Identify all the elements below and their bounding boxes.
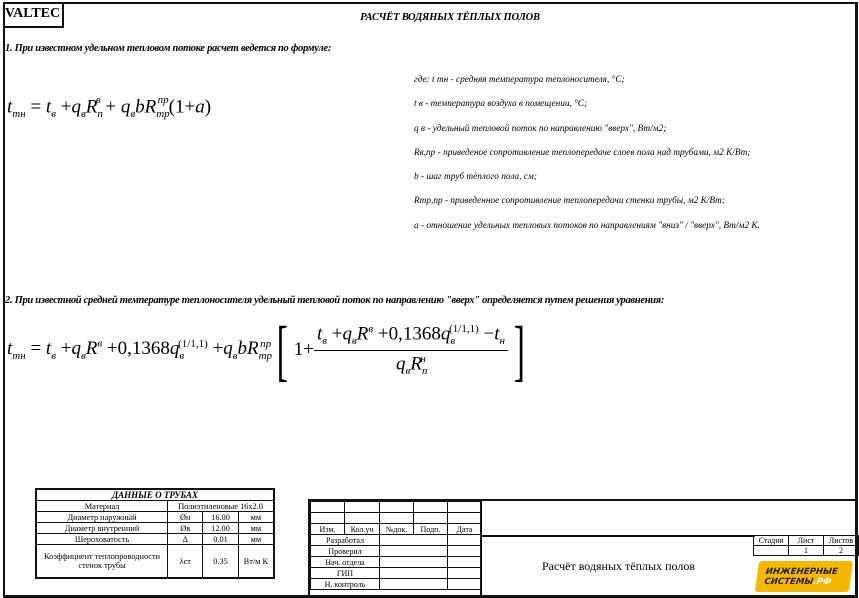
col-date: Дата (448, 524, 482, 535)
stamp-title: Расчёт водяных тёплых полов (480, 535, 755, 595)
role-nach-otdela: Нач. отдела (311, 557, 380, 568)
formula-2: $t_{тн} = t_в +q_вR^в +0,1368q_в^{(1/1,1)} +q_вbR_{тр}^{пр}$[ 1+ $\frac{t_в +q_вR^в +0,1368q_в^{(1/1,1)} -t_н}{q_вR_п^н}$ ] (7, 312, 525, 388)
legend-line: t в - температура воздуха в помещении, °С; (414, 99, 588, 110)
table-row: Коэффициент теплопроводности стенок трубы λст 0.35 Вт/м К (36, 545, 274, 579)
role-n-kontrol: Н. контроль (311, 579, 380, 590)
stage-label: Стадия (754, 536, 789, 546)
material-label: Материал (36, 501, 168, 512)
table-row: Диаметр наружный Øн 16.00 мм (36, 512, 274, 523)
legend-line: q в - удельный тепловой поток по направлению "вверх", Вт/м2; (414, 123, 667, 134)
table-row: Диаметр внутренний Øв 12.00 мм (36, 523, 274, 534)
pipe-table-title: ДАННЫЕ О ТРУБАХ (36, 489, 274, 501)
legend-line: а - отношение удельных тепловых потоков по направлениям "вниз" / "вверх", Вт/м2 К. (414, 220, 760, 231)
coef: 0,1368 (117, 338, 170, 360)
role-gip: ГИП (311, 568, 380, 579)
material-value: Полиэтиленовые 16х2.0 (168, 501, 274, 512)
sheet-label: Лист (789, 536, 824, 546)
col-izm: Изм. (311, 524, 345, 535)
col-kol: Кол.уч (345, 524, 380, 535)
revision-grid (310, 501, 482, 590)
exponent-2: (1/1,1) (449, 323, 479, 336)
role-razrabotal: Разработал (311, 535, 380, 546)
sheet-number: 1 (789, 546, 824, 556)
exponent: (1/1,1) (178, 337, 208, 350)
sheet-info (753, 535, 859, 556)
document-title: РАСЧЁТ ВОДЯНЫХ ТЁПЛЫХ ПОЛОВ (360, 12, 540, 23)
formula-legend (414, 68, 760, 238)
col-ndok: №док. (380, 524, 414, 535)
legend-line: где: t тн - средняя температура теплоносителя, °С; (414, 75, 625, 85)
section2-heading: 2. При известной средней температуре теплоносителя удельный тепловой поток по направлению "вверх" определяется путем решения уравнения: (5, 295, 665, 306)
legend-line: Rв,пр - приведеное сопротивление теплопередаче слоев пола над трубами, м2 К/Вт; (414, 147, 751, 158)
sheets-count: 2 (824, 546, 859, 556)
title-block-top (480, 499, 856, 535)
col-podp: Подп. (414, 524, 448, 535)
pipe-data-table (35, 488, 275, 579)
legend-line: b - шаг труб тёплого пола, см; (414, 172, 537, 183)
sheets-label: Листов (824, 536, 859, 546)
legend-line: Rтр,пр - приведенное сопротивление теплопередачи стенки трубы, м2 К/Вт; (414, 196, 725, 207)
formula-1: $t_{тн} = t_в +q_вR_п^в + q_вbR_{тр}^{пр}(1+a)$ (7, 94, 212, 121)
section1-heading: 1. При известном удельном тепловом потоке расчет ведется по формуле: (5, 43, 332, 54)
table-row: Шероховатость Δ 0.01 мм (36, 534, 274, 545)
valtec-logo: VALTEC (3, 2, 64, 28)
inzhenernye-sistemy-logo: ИНЖЕНЕРНЫЕ СИСТЕМЫ.РФ (755, 561, 853, 592)
role-proveril: Проверил (311, 546, 380, 557)
coef-2: 0,1368 (388, 323, 441, 345)
